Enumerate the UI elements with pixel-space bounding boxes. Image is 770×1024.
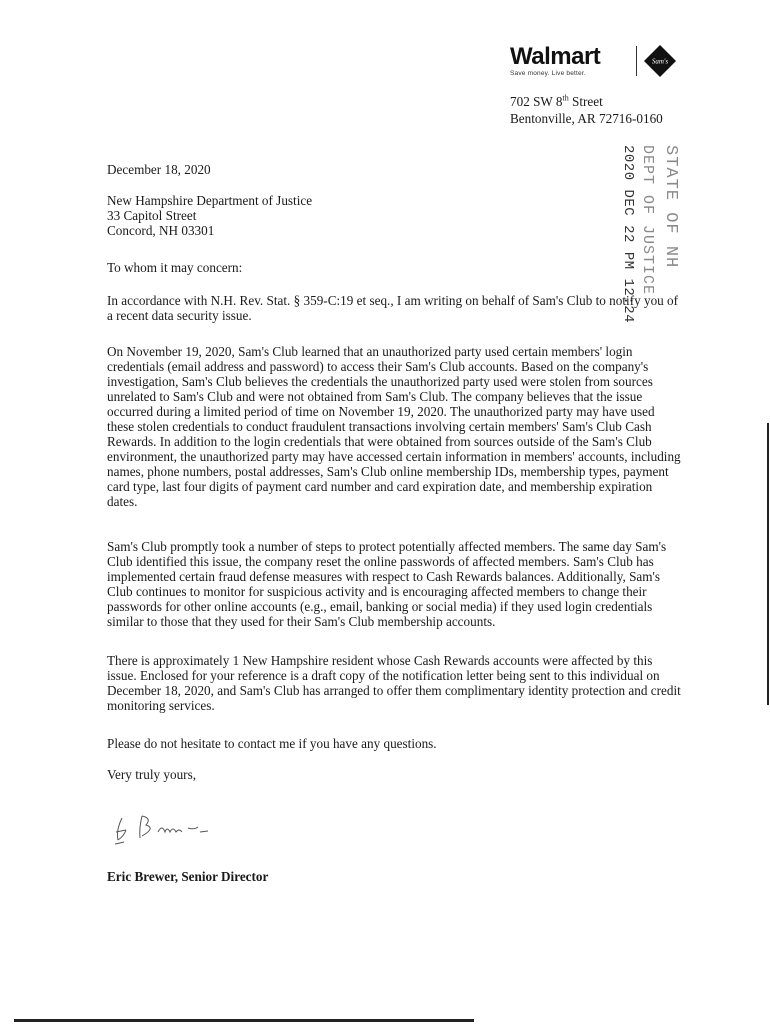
paragraph-affected-residents: There is approximately 1 New Hampshire resident whose Cash Rewards accounts were affected by this issue. Enclosed for your reference is a draft copy of the notification letter being sent to this individual on December 18, 2020, and Sam's Club has arranged to offer them complimentary identity protection and credit monitoring services. [107, 653, 681, 713]
svg-text:Sam's: Sam's [651, 57, 669, 66]
stamp-line-2: DEPT OF JUSTICE [639, 145, 656, 296]
paragraph-notification: In accordance with N.H. Rev. Stat. § 359-C:19 et seq., I am writing on behalf of Sam's Club to notify you of a recent data security issue. [107, 293, 679, 323]
closing: Very truly yours, [107, 767, 197, 782]
recipient-address [107, 193, 682, 238]
letter-date: December 18, 2020 [107, 162, 211, 177]
scan-edge-mark [767, 423, 769, 705]
recipient-line: 33 Capitol Street [107, 208, 197, 223]
salutation: To whom it may concern: [107, 260, 243, 275]
recipient-line: New Hampshire Department of Justice [107, 193, 313, 208]
walmart-tagline: Save money. Live better. [510, 70, 586, 77]
signer-name: Eric Brewer, Senior Director [107, 869, 269, 884]
walmart-logo [510, 44, 630, 78]
scan-bottom-edge [14, 1019, 474, 1022]
address-line-2: Bentonville, AR 72716-0160 [510, 111, 663, 126]
logo-divider [636, 46, 637, 76]
walmart-wordmark: Walmart [510, 43, 601, 70]
sender-address [510, 93, 663, 127]
handwritten-signature [112, 810, 222, 846]
paragraph-incident-details: On November 19, 2020, Sam's Club learned that an unauthorized party used certain members' login credentials (email address and password) to access their Sam's Club accounts. Based on the company's investigation, Sam's Club believes the credentials the unauthorized party used were stolen from sources unrelated to Sam's Club and were not obtained from Sam's Club. The company believes that the issue occurred during a limited period of time on November 19, 2020. The unauthorized party may have used these stolen credentials to conduct fraudulent transactions involving certain members' Sam's Club Cash Rewards. In addition to the login credentials that were obtained from sources outside of the Sam's Club environment, the unauthorized party may have accessed certain information in members' accounts, including names, phone numbers, postal addresses, Sam's Club online membership IDs, membership types, payment card type, last four digits of payment card number and card expiration date, and membership expiration dates. [107, 344, 681, 509]
stamp-line-1: STATE OF NH [661, 145, 680, 269]
recipient-line: Concord, NH 03301 [107, 223, 215, 238]
stamp-line-3: 2020 DEC 22 PM 12:24 [620, 145, 636, 324]
paragraph-contact: Please do not hesitate to contact me if you have any questions. [107, 736, 437, 751]
sams-club-logo-icon [643, 44, 677, 78]
paragraph-response-steps: Sam's Club promptly took a number of steps to protect potentially affected members. The same day Sam's Club identified this issue, the company reset the online passwords of affected members. Sam's Club has implemented certain fraud defense measures with respect to Cash Rewards balances. Additionally, Sam's Club continues to monitor for suspicious activity and is encouraging affected members to change their passwords for other online accounts (e.g., email, banking or social media) if they used login credentials similar to those that they used for their Sam's Club membership accounts. [107, 539, 667, 629]
address-line-1: 702 SW 8th Street [510, 93, 603, 109]
